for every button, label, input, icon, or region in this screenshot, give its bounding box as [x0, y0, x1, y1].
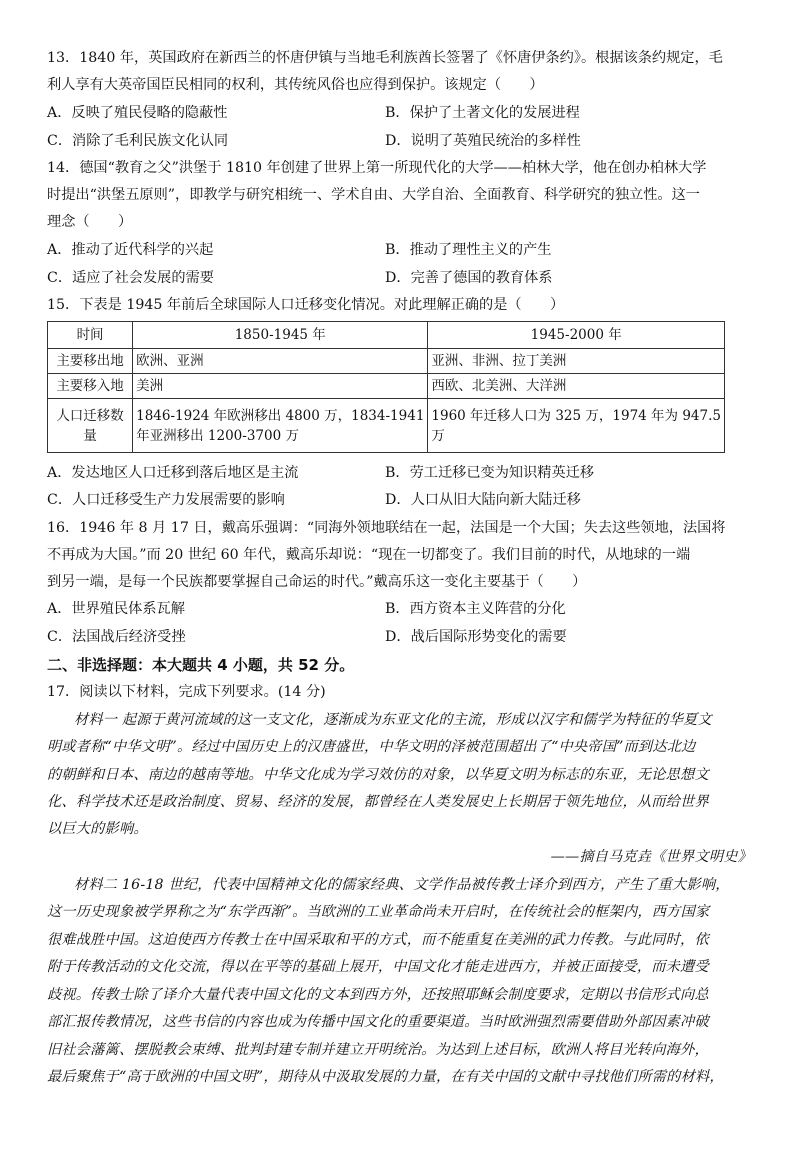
q15-option-d: D．人口从旧大陆向新大陆迁移: [385, 492, 581, 508]
table-row: [48, 399, 725, 453]
q17-material2-line6: 部汇报传教情况，这些书信的内容也成为传播中国文化的重要渠道。当时欧洲强烈需要借助外部因素冲破: [47, 1014, 709, 1030]
q14-option-b: B．推动了理性主义的产生: [385, 242, 552, 258]
q16-stem-line1: 16．1946 年 8 月 17 日，戴高乐强调：“同海外领地联结在一起，法国是一个大国；失去这些领地，法国将: [47, 520, 726, 536]
row-label-quantity: 人口迁移数量: [48, 399, 133, 453]
q13-option-a: A．反映了殖民侵略的隐蔽性: [47, 105, 228, 121]
q16-option-c: C．法国战后经济受挫: [47, 629, 186, 645]
cell-quantity-1945-line2: 万: [431, 427, 445, 444]
q17-material1-line4: 化、科学技术还是政治制度、贸易、经济的发展，都曾经在人类发展史上长期居于领先地位，从而给世界: [47, 794, 709, 810]
q17-material2-line4: 附于传教活动的文化交流，得以在平等的基础上展开，中国文化才能走进西方，并被正面接受，而未遭受: [47, 959, 709, 975]
cell-quantity-1850: [133, 399, 428, 453]
q17-material2-line8: 最后聚焦于“高于欧洲的中国文明”，期待从中汲取发展的力量，在有关中国的文献中寻找他们所需的材料，: [47, 1069, 724, 1085]
q14-option-d: D．完善了德国的教育体系: [385, 270, 553, 286]
q17-stem: 17．阅读以下材料，完成下列要求。(14 分): [47, 684, 326, 700]
q14-option-c: C．适应了社会发展的需要: [47, 270, 214, 286]
q17-material2-line1: 材料二 16-18 世纪，代表中国精神文化的儒家经典、文学作品被传教士译介到西方，产生了重大影响，: [74, 877, 730, 893]
q17-material2-line2: 这一历史现象被学界称之为“东学西渐”。当欧洲的工业革命尚未开启时，在传统社会的框架内，西方国家: [47, 904, 710, 920]
q16-option-d: D．战后国际形势变化的需要: [385, 629, 567, 645]
q14-stem-line3: 理念（ ）: [47, 214, 133, 230]
cell-emigration-1945: 亚洲、非洲、拉丁美洲: [428, 349, 725, 374]
cell-immigration-1850: 美洲: [133, 374, 428, 399]
q16-stem-line2: 不再成为大国。”而 20 世纪 60 年代，戴高乐却说：“现在一切都变了。我们目前的时代，从地球的一端: [47, 547, 691, 563]
cell-quantity-1945: [428, 399, 725, 453]
table-row: [48, 349, 725, 374]
q16-option-a: A．世界殖民体系瓦解: [47, 601, 185, 617]
q17-material1-line1: 材料一 起源于黄河流域的这一支文化，逐渐成为东亚文化的主流，形成以汉字和儒学为特征的华夏文: [74, 712, 712, 728]
q15-option-c: C．人口迁移受生产力发展需要的影响: [47, 492, 285, 508]
q17-source1: ——摘自马克垚《世界文明史》: [550, 849, 752, 865]
q16-option-b: B．西方资本主义阵营的分化: [385, 601, 566, 617]
q15-option-a: A．发达地区人口迁移到落后地区是主流: [47, 465, 299, 481]
q17-material1-line5: 以巨大的影响。: [47, 821, 148, 837]
q17-material1-line3: 的朝鲜和日本、南边的越南等地。中华文化成为学习效仿的对象，以华夏文明为标志的东亚，无论思想文: [47, 767, 709, 783]
table-header-time: 时间: [48, 322, 133, 349]
cell-quantity-1945-line1: 1960 年迁移人口为 325 万，1974 年为 947.5: [431, 407, 721, 424]
q13-option-c: C．消除了毛利民族文化认同: [47, 133, 229, 149]
q14-stem-line2: 时提出“洪堡五原则”，即教学与研究相统一、学术自由、大学自治、全面教育、科学研究的独立性。这一: [47, 187, 700, 203]
q13-stem-line1: 13．1840 年，英国政府在新西兰的怀唐伊镇与当地毛利族酋长签署了《怀唐伊条约》。根据该条约规定，毛: [47, 50, 723, 66]
q13-option-d: D．说明了英殖民统治的多样性: [385, 133, 581, 149]
section2-heading: 二、非选择题：本大题共 4 小题，共 52 分。: [47, 656, 355, 674]
q17-material2-line3: 很难战胜中国。这迫使西方传教士在中国采取和平的方式，而不能重复在美洲的武力传教。与此同时，依: [47, 932, 709, 948]
row-label-immigration: 主要移入地: [48, 374, 133, 399]
q14-option-a: A．推动了近代科学的兴起: [47, 242, 214, 258]
table-header-1850-1945: 1850-1945 年: [133, 322, 428, 349]
q15-stem-line1: 15．下表是 1945 年前后全球国际人口迁移变化情况。对此理解正确的是（ ）: [47, 297, 565, 313]
q13-stem-line2: 利人享有大英帝国臣民相同的权利，其传统风俗也应得到保护。该规定（ ）: [47, 77, 544, 93]
q14-stem-line1: 14．德国“教育之父”洪堡于 1810 年创建了世界上第一所现代化的大学——柏林大学，他在创办柏林大学: [47, 160, 707, 176]
q15-option-b: B．劳工迁移已变为知识精英迁移: [385, 465, 595, 481]
row-label-emigration: 主要移出地: [48, 349, 133, 374]
q16-stem-line3: 到另一端，是每一个民族都要掌握自己命运的时代。”戴高乐这一变化主要基于（ ）: [47, 574, 587, 590]
cell-quantity-1850-line1: 1846-1924 年欧洲移出 4800 万，1834-1941: [136, 407, 425, 424]
q17-material1-line2: 明或者称“中华文明”。经过中国历史上的汉唐盛世，中华文明的泽被范围超出了“中央帝国”而到达北边: [47, 739, 696, 755]
table-header-1945-2000: 1945-2000 年: [428, 322, 725, 349]
cell-immigration-1945: 西欧、北美洲、大洋洲: [428, 374, 725, 399]
cell-quantity-1850-line2: 年亚洲移出 1200-3700 万: [136, 427, 299, 444]
cell-emigration-1850: 欧洲、亚洲: [133, 349, 428, 374]
q17-material2-line7: 旧社会藩篱、摆脱教会束缚、批判封建专制并建立开明统治。为达到上述目标，欧洲人将目光转向海外，: [47, 1042, 709, 1058]
table-header-row: [48, 322, 725, 349]
migration-table: [47, 321, 725, 453]
q17-material2-line5: 歧视。传教士除了译介大量代表中国文化的文本到西方外，还按照耶稣会制度要求，定期以书信形式向总: [47, 987, 709, 1003]
table-row: [48, 374, 725, 399]
q13-option-b: B．保护了土著文化的发展进程: [385, 105, 580, 121]
